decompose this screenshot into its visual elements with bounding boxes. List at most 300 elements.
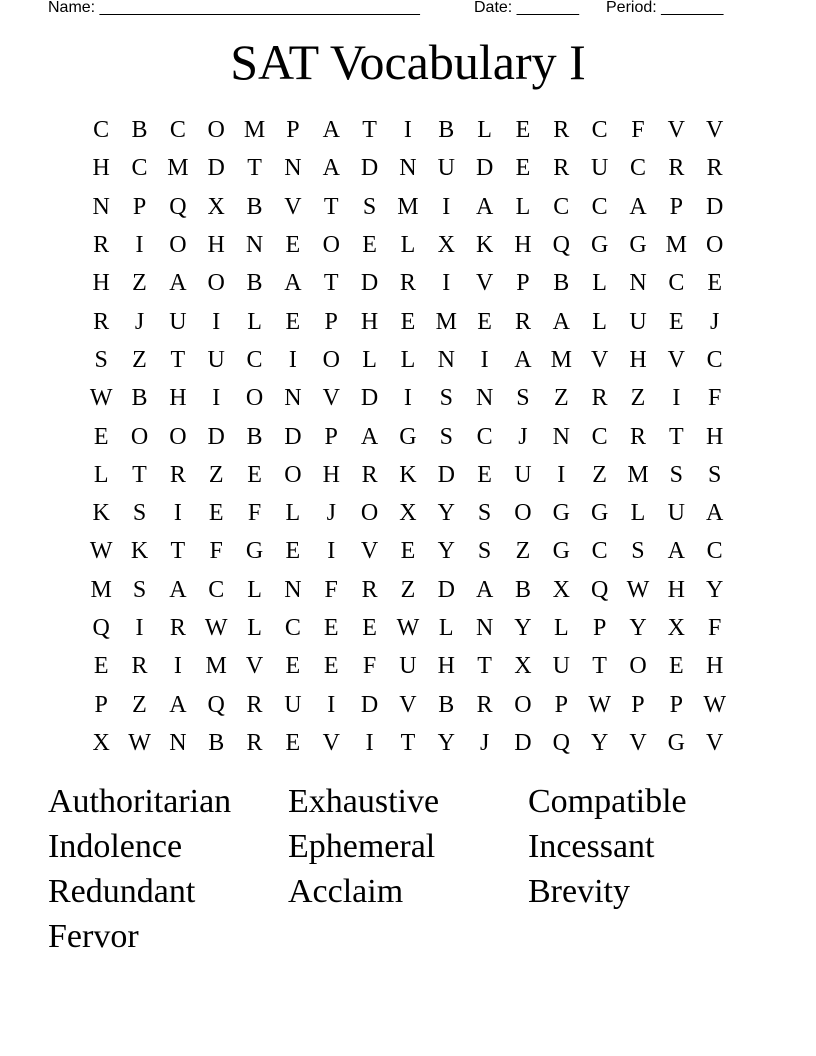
grid-letter: I <box>442 270 451 297</box>
grid-letter: R <box>361 461 378 488</box>
grid-letter: M <box>90 576 112 603</box>
grid-letter: E <box>515 155 531 182</box>
grid-letter: D <box>207 423 225 450</box>
grid-letter: Z <box>132 691 147 718</box>
grid-row <box>82 724 734 762</box>
grid-letter: C <box>591 423 608 450</box>
grid-letter: N <box>284 385 302 412</box>
grid-letter: Y <box>590 729 609 756</box>
grid-letter: A <box>322 117 340 144</box>
grid-letter: I <box>135 615 144 641</box>
word-list-item: Ephemeral <box>288 828 436 865</box>
grid-letter: M <box>243 117 266 144</box>
grid-letter: G <box>667 729 685 756</box>
grid-letter: D <box>360 691 379 718</box>
grid-letter: E <box>515 117 531 144</box>
grid-letter: O <box>322 232 340 259</box>
grid-letter: N <box>475 385 494 412</box>
grid-letter: P <box>631 691 645 718</box>
grid-letter: U <box>590 155 609 182</box>
grid-letter: I <box>327 538 336 565</box>
grid-letter: A <box>475 193 494 220</box>
grid-letter: K <box>399 461 417 488</box>
grid-letter: E <box>285 729 301 756</box>
grid-letter: L <box>93 461 109 488</box>
grid-row <box>82 226 734 264</box>
grid-letter: R <box>591 385 608 412</box>
grid-letter: S <box>516 385 530 412</box>
grid-letter: N <box>437 346 455 373</box>
grid-letter: E <box>707 270 722 297</box>
grid-letter: Y <box>437 500 455 527</box>
grid-letter: G <box>552 500 570 527</box>
grid-letter: X <box>667 615 685 641</box>
word-list-item: Acclaim <box>288 873 404 910</box>
grid-letter: I <box>212 385 221 412</box>
grid-letter: S <box>439 385 453 412</box>
grid-letter: T <box>132 461 147 488</box>
word-list <box>48 779 768 959</box>
grid-letter: E <box>362 615 377 641</box>
grid-letter: D <box>284 423 302 450</box>
grid-letter: L <box>553 615 569 641</box>
grid-letter: T <box>477 653 492 680</box>
grid-row <box>82 264 734 302</box>
grid-letter: Z <box>515 538 531 565</box>
grid-letter: N <box>284 576 302 603</box>
grid-letter: Z <box>132 270 147 297</box>
grid-letter: I <box>173 500 182 527</box>
grid-letter: M <box>665 232 687 259</box>
grid-letter: H <box>667 576 685 603</box>
grid-letter: L <box>438 615 454 641</box>
grid-letter: L <box>592 270 607 297</box>
grid-letter: C <box>629 155 646 182</box>
grid-letter: Q <box>169 193 187 220</box>
grid-letter: H <box>514 232 532 259</box>
grid-letter: J <box>326 500 336 527</box>
grid-letter: W <box>128 729 151 756</box>
grid-letter: F <box>631 117 645 144</box>
grid-letter: P <box>669 691 683 718</box>
grid-letter: N <box>399 155 417 182</box>
grid-row <box>82 532 734 570</box>
grid-letter: V <box>475 270 494 297</box>
grid-letter: H <box>360 308 379 335</box>
grid-letter: X <box>552 576 570 603</box>
grid-letter: R <box>169 461 186 488</box>
grid-letter: T <box>400 729 416 756</box>
grid-letter: A <box>552 308 570 335</box>
grid-letter: V <box>360 538 379 565</box>
grid-letter: P <box>132 193 147 220</box>
grid-letter: O <box>514 691 532 718</box>
grid-letter: D <box>360 270 379 297</box>
grid-row <box>82 379 734 417</box>
grid-letter: C <box>706 346 723 373</box>
grid-letter: E <box>400 538 416 565</box>
grid-letter: J <box>710 308 720 335</box>
grid-letter: M <box>167 155 189 182</box>
grid-letter: K <box>130 538 149 565</box>
grid-letter: C <box>246 346 263 373</box>
grid-letter: B <box>246 270 263 297</box>
grid-row <box>82 571 734 609</box>
grid-letter: H <box>207 232 225 259</box>
grid-letter: N <box>169 729 187 756</box>
grid-letter: E <box>400 308 416 335</box>
grid-letter: V <box>706 729 724 756</box>
grid-letter: O <box>706 232 724 259</box>
grid-letter: I <box>557 461 566 488</box>
grid-letter: W <box>204 615 228 641</box>
grid-letter: S <box>94 346 108 373</box>
grid-letter: T <box>592 653 607 680</box>
grid-letter: C <box>591 538 608 565</box>
period-field: Period: _______ <box>606 0 724 16</box>
grid-letter: E <box>362 232 377 259</box>
grid-letter: S <box>669 461 683 488</box>
grid-letter: N <box>475 615 494 641</box>
grid-letter: L <box>247 615 262 641</box>
grid-letter: J <box>134 308 145 335</box>
grid-letter: V <box>322 385 340 412</box>
grid-row <box>82 111 734 149</box>
grid-letter: R <box>668 155 685 182</box>
grid-letter: Z <box>553 385 569 412</box>
grid-letter: E <box>93 653 109 680</box>
grid-letter: V <box>706 117 724 144</box>
grid-letter: X <box>92 729 110 756</box>
grid-letter: P <box>554 691 568 718</box>
grid-letter: I <box>365 729 374 756</box>
grid-letter: X <box>207 193 225 220</box>
grid-row <box>82 494 734 532</box>
grid-letter: O <box>207 270 225 297</box>
grid-letter: M <box>205 653 227 680</box>
grid-letter: L <box>630 500 646 527</box>
grid-letter: X <box>514 653 532 680</box>
grid-letter: R <box>93 232 110 259</box>
grid-letter: C <box>284 615 301 641</box>
grid-row <box>82 341 734 379</box>
grid-letter: D <box>475 155 494 182</box>
grid-letter: C <box>706 538 723 565</box>
grid-letter: V <box>667 117 685 144</box>
grid-letter: B <box>246 423 263 450</box>
grid-letter: N <box>284 155 302 182</box>
grid-letter: O <box>207 117 225 144</box>
grid-letter: C <box>131 155 148 182</box>
grid-letter: I <box>442 193 451 220</box>
grid-letter: Q <box>552 232 570 259</box>
date-field: Date: _______ <box>474 0 579 16</box>
grid-letter: D <box>514 729 532 756</box>
grid-letter: U <box>437 155 455 182</box>
grid-row <box>82 609 734 647</box>
grid-letter: T <box>323 270 339 297</box>
grid-letter: O <box>245 385 264 412</box>
grid-letter: X <box>437 232 455 259</box>
grid-letter: R <box>131 653 148 680</box>
grid-letter: U <box>629 308 647 335</box>
grid-letter: C <box>591 193 608 220</box>
grid-letter: E <box>323 615 339 641</box>
grid-letter: R <box>399 270 416 297</box>
grid-letter: B <box>553 270 570 297</box>
grid-letter: I <box>403 385 412 412</box>
grid-letter: B <box>438 117 455 144</box>
grid-letter: A <box>667 538 685 565</box>
grid-letter: R <box>553 117 570 144</box>
grid-letter: G <box>552 538 570 565</box>
grid-letter: P <box>324 423 338 450</box>
grid-letter: H <box>706 653 724 680</box>
grid-letter: E <box>285 308 301 335</box>
grid-letter: T <box>668 423 684 450</box>
grid-letter: C <box>591 117 608 144</box>
grid-letter: E <box>323 653 339 680</box>
word-list-item: Fervor <box>48 918 139 955</box>
grid-letter: S <box>132 500 147 527</box>
grid-row <box>82 456 734 494</box>
grid-letter: E <box>93 423 109 450</box>
grid-letter: L <box>247 576 262 603</box>
grid-letter: N <box>92 193 110 220</box>
grid-letter: W <box>89 385 113 412</box>
grid-letter: O <box>322 346 340 373</box>
grid-row <box>82 302 734 340</box>
grid-letter: I <box>672 385 681 412</box>
word-search-grid <box>82 111 734 762</box>
grid-letter: R <box>169 615 186 641</box>
word-list-item: Indolence <box>48 828 183 865</box>
grid-letter: H <box>169 385 187 412</box>
grid-letter: F <box>324 576 338 603</box>
grid-letter: R <box>476 691 493 718</box>
grid-letter: A <box>629 193 647 220</box>
grid-letter: R <box>514 308 531 335</box>
grid-letter: Y <box>437 729 455 756</box>
grid-letter: L <box>400 232 416 259</box>
word-list-item: Redundant <box>48 873 196 910</box>
grid-letter: L <box>592 308 607 335</box>
word-list-item: Compatible <box>528 783 687 820</box>
grid-letter: M <box>435 308 457 335</box>
grid-letter: C <box>476 423 493 450</box>
grid-letter: A <box>284 270 302 297</box>
grid-letter: U <box>284 691 302 718</box>
grid-letter: H <box>322 461 340 488</box>
grid-letter: H <box>629 346 647 373</box>
grid-letter: A <box>514 346 532 373</box>
grid-letter: B <box>246 193 263 220</box>
grid-letter: V <box>667 346 685 373</box>
grid-letter: C <box>93 117 110 144</box>
grid-letter: S <box>132 576 147 603</box>
grid-letter: P <box>669 193 683 220</box>
grid-letter: O <box>169 232 187 259</box>
grid-row <box>82 685 734 723</box>
grid-letter: I <box>288 346 297 373</box>
grid-letter: E <box>668 653 684 680</box>
grid-letter: F <box>209 538 223 565</box>
grid-letter: U <box>552 653 570 680</box>
grid-letter: W <box>626 576 650 603</box>
grid-letter: Q <box>590 576 609 603</box>
grid-letter: Z <box>592 461 607 488</box>
grid-letter: L <box>285 500 301 527</box>
grid-letter: L <box>400 346 416 373</box>
grid-letter: S <box>631 538 645 565</box>
grid-letter: E <box>477 461 492 488</box>
grid-letter: N <box>245 232 264 259</box>
grid-letter: P <box>94 691 108 718</box>
grid-letter: Z <box>132 346 147 373</box>
grid-letter: C <box>553 193 570 220</box>
grid-letter: A <box>169 691 187 718</box>
grid-letter: Z <box>630 385 646 412</box>
grid-letter: Q <box>92 615 110 641</box>
grid-letter: J <box>518 423 528 450</box>
grid-letter: E <box>285 538 301 565</box>
grid-letter: P <box>516 270 530 297</box>
grid-row <box>82 417 734 455</box>
grid-letter: M <box>627 461 649 488</box>
grid-letter: I <box>135 232 144 259</box>
grid-letter: H <box>92 155 110 182</box>
grid-letter: A <box>169 270 187 297</box>
grid-letter: J <box>479 729 490 756</box>
grid-letter: K <box>92 500 110 527</box>
grid-letter: T <box>170 538 186 565</box>
grid-letter: R <box>361 576 378 603</box>
grid-letter: R <box>706 155 723 182</box>
grid-letter: O <box>284 461 302 488</box>
grid-letter: E <box>285 653 301 680</box>
grid-letter: H <box>437 653 455 680</box>
grid-letter: B <box>131 385 148 412</box>
grid-letter: A <box>322 155 340 182</box>
grid-letter: T <box>247 155 262 182</box>
grid-letter: I <box>480 346 489 373</box>
grid-letter: Z <box>208 461 224 488</box>
grid-letter: T <box>170 346 186 373</box>
grid-letter: S <box>439 423 453 450</box>
grid-letter: W <box>703 691 726 718</box>
grid-letter: G <box>399 423 417 450</box>
grid-letter: B <box>514 576 531 603</box>
grid-letter: A <box>706 500 724 527</box>
grid-letter: S <box>707 461 722 488</box>
grid-letter: D <box>437 576 455 603</box>
grid-letter: M <box>397 193 419 220</box>
grid-letter: Y <box>437 538 455 565</box>
grid-letter: U <box>207 346 225 373</box>
grid-letter: Q <box>207 691 225 718</box>
grid-letter: D <box>207 155 225 182</box>
grid-row <box>82 149 734 187</box>
grid-letter: O <box>629 653 647 680</box>
grid-letter: N <box>552 423 570 450</box>
grid-letter: R <box>246 691 263 718</box>
grid-letter: D <box>360 385 379 412</box>
grid-letter: R <box>93 308 110 335</box>
grid-letter: G <box>590 232 609 259</box>
word-list-item: Incessant <box>528 828 655 865</box>
grid-letter: L <box>247 308 262 335</box>
grid-letter: C <box>169 117 186 144</box>
grid-letter: S <box>362 193 377 220</box>
grid-letter: P <box>592 615 607 641</box>
grid-letter: Z <box>400 576 416 603</box>
grid-letter: S <box>477 500 492 527</box>
grid-letter: O <box>130 423 149 450</box>
grid-letter: E <box>668 308 684 335</box>
grid-letter: T <box>362 117 377 144</box>
grid-letter: W <box>588 691 611 718</box>
grid-letter: U <box>514 461 532 488</box>
word-list-item: Authoritarian <box>48 783 232 820</box>
grid-letter: I <box>327 691 336 718</box>
grid-letter: A <box>475 576 494 603</box>
grid-letter: O <box>514 500 532 527</box>
grid-letter: V <box>590 346 609 373</box>
grid-letter: Y <box>514 615 532 641</box>
grid-letter: W <box>396 615 420 641</box>
grid-letter: I <box>403 117 412 144</box>
grid-letter: P <box>324 308 338 335</box>
grid-letter: E <box>208 500 224 527</box>
grid-letter: U <box>169 308 187 335</box>
grid-letter: W <box>89 538 113 565</box>
grid-letter: D <box>706 193 724 220</box>
grid-letter: V <box>629 729 647 756</box>
grid-letter: R <box>553 155 570 182</box>
grid-letter: U <box>667 500 685 527</box>
grid-letter: G <box>590 500 609 527</box>
grid-letter: S <box>477 538 492 565</box>
grid-letter: F <box>707 615 722 641</box>
grid-letter: B <box>208 729 225 756</box>
name-field: Name: ____________________________________ <box>48 0 420 16</box>
student-info-header <box>48 0 748 18</box>
grid-letter: H <box>706 423 724 450</box>
grid-letter: G <box>629 232 647 259</box>
grid-letter: A <box>360 423 379 450</box>
grid-letter: V <box>322 729 340 756</box>
grid-letter: F <box>362 653 377 680</box>
grid-letter: C <box>668 270 685 297</box>
grid-letter: B <box>131 117 148 144</box>
grid-letter: Q <box>552 729 570 756</box>
grid-row <box>82 647 734 685</box>
grid-letter: R <box>629 423 646 450</box>
grid-letter: Y <box>629 615 647 641</box>
grid-letter: V <box>399 691 417 718</box>
grid-letter: G <box>245 538 264 565</box>
grid-letter: E <box>247 461 262 488</box>
grid-letter: O <box>360 500 379 527</box>
grid-letter: D <box>437 461 455 488</box>
grid-letter: B <box>438 691 455 718</box>
grid-letter: I <box>173 653 182 680</box>
grid-letter: H <box>92 270 110 297</box>
grid-letter: Y <box>706 576 724 603</box>
grid-letter: T <box>323 193 339 220</box>
grid-letter: E <box>477 308 492 335</box>
grid-letter: N <box>629 270 647 297</box>
